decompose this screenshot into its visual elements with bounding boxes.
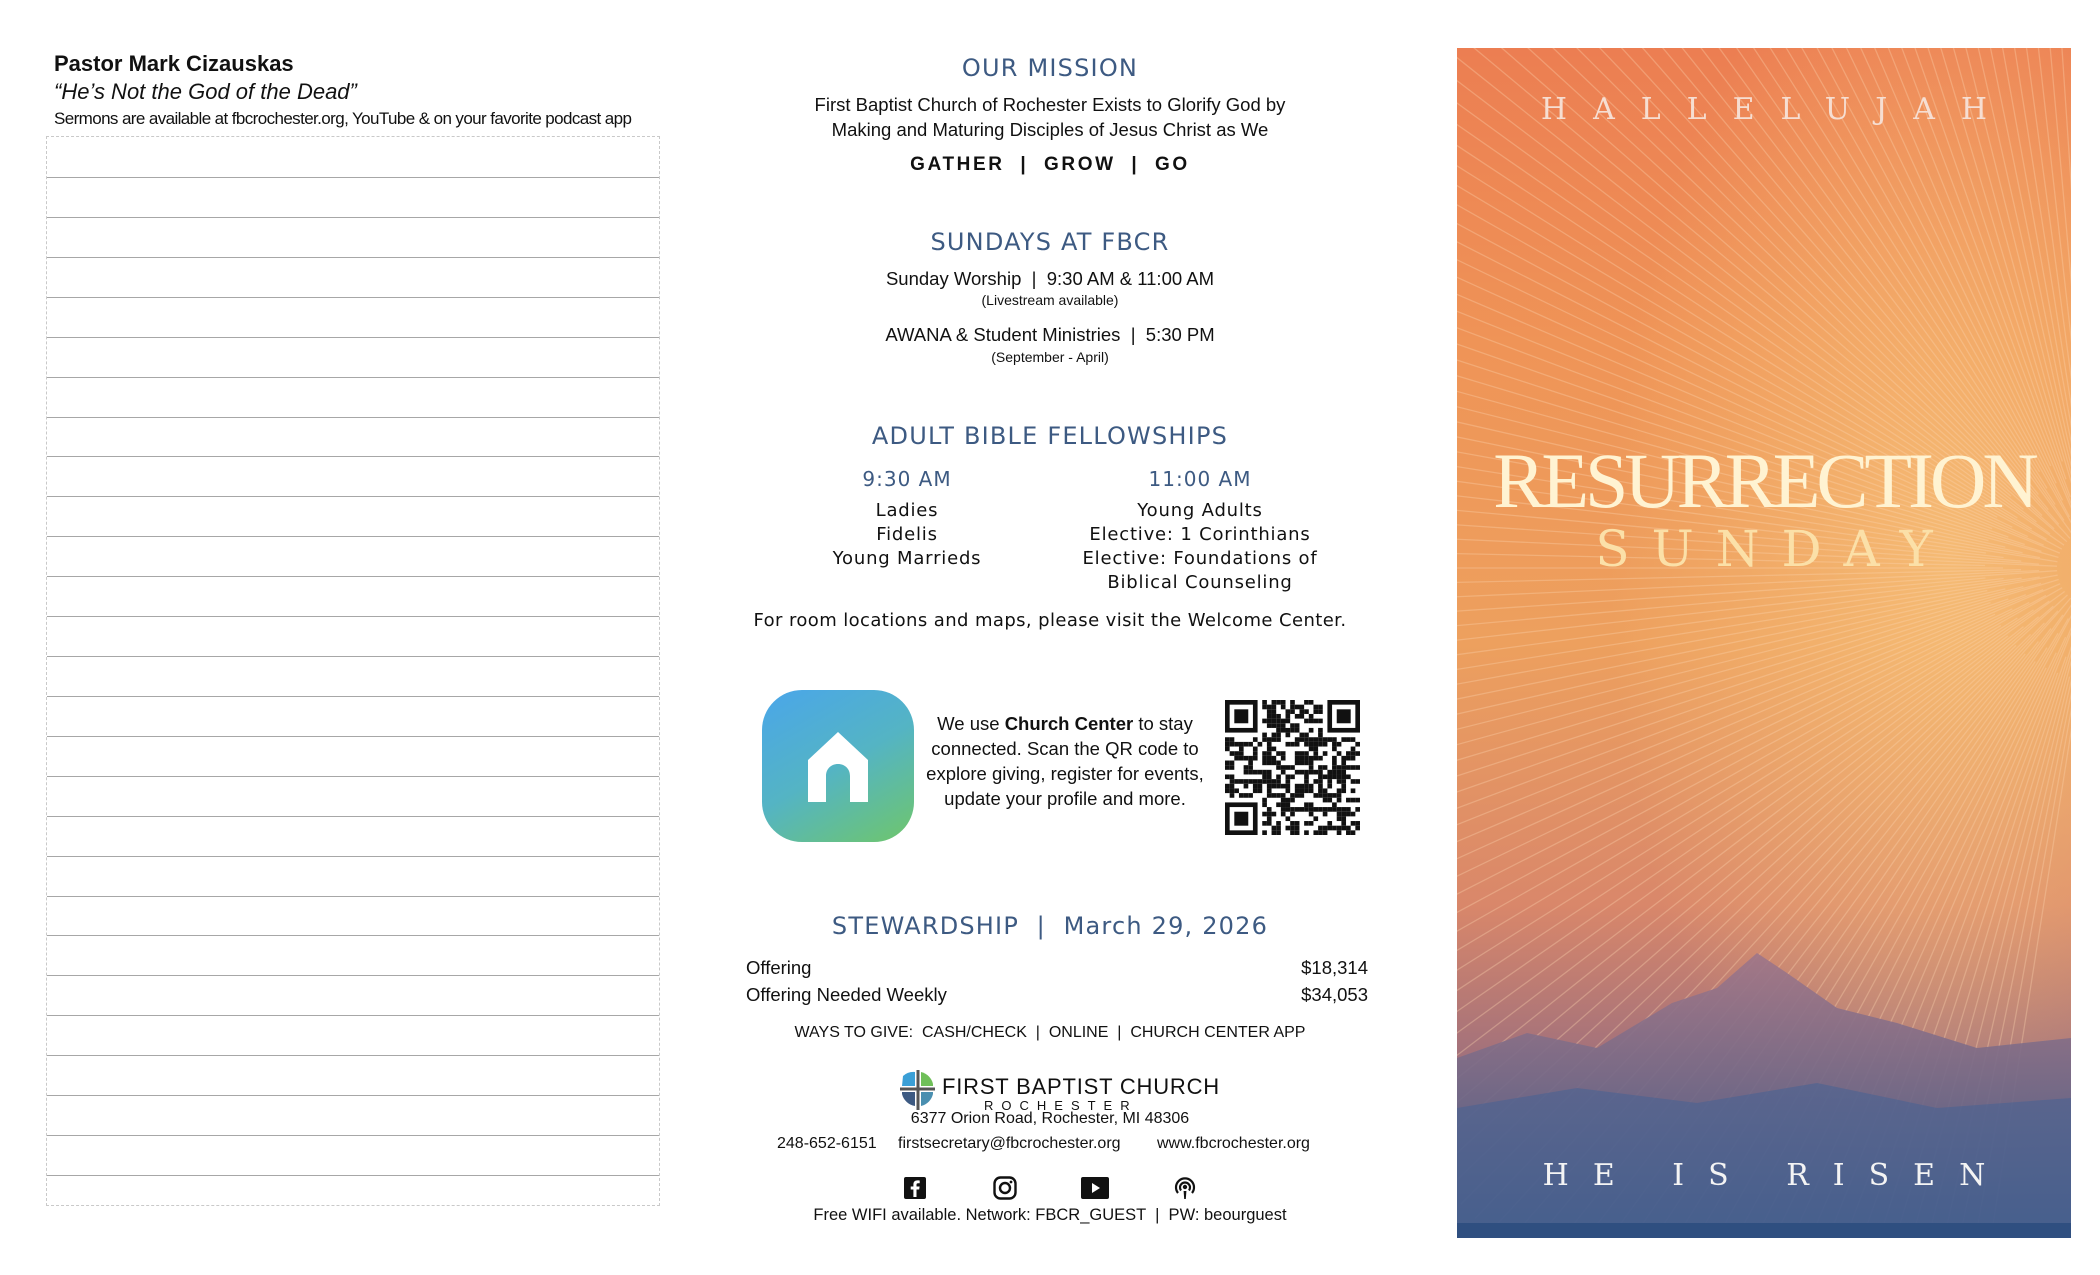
abf-list-930 <box>757 499 1057 571</box>
info-panel <box>720 0 1380 1275</box>
sundays-heading: SUNDAYS AT FBCR <box>930 228 1170 256</box>
wifi-info: Free WIFI available. Network: FBCR_GUEST | PW: beourguest <box>813 1206 1287 1224</box>
church-center-text <box>915 711 1215 811</box>
church-address: 6377 Orion Road, Rochester, MI 48306 <box>910 1110 1190 1127</box>
mission-line-2: Making and Maturing Disciples of Jesus Christ as We <box>831 119 1269 140</box>
ways-to-give: WAYS TO GIVE: CASH/CHECK | ONLINE | CHURCH CENTER APP <box>794 1024 1306 1041</box>
cover-title: RESURRECTION <box>1493 437 2035 524</box>
awana-season-note: (September - April) <box>991 349 1109 365</box>
note-line <box>47 856 659 857</box>
livestream-note: (Livestream available) <box>981 292 1119 308</box>
cover-subtitle: SUNDAY <box>1595 520 1955 578</box>
facebook-icon[interactable] <box>902 1175 928 1201</box>
cover-background <box>1457 48 2071 1238</box>
mission-heading: OUR MISSION <box>961 54 1139 82</box>
note-line <box>47 337 659 338</box>
cover-hallelujah: HALLELUJAH <box>1540 92 2014 127</box>
note-line <box>47 217 659 218</box>
abf-class: Fidelis <box>876 524 938 545</box>
home-icon <box>762 690 914 842</box>
note-line <box>47 1015 659 1016</box>
abf-class: Young Marrieds <box>832 548 982 569</box>
room-locations-note: For room locations and maps, please visit the Welcome Center. <box>753 610 1347 631</box>
awana-time: AWANA & Student Ministries | 5:30 PM <box>885 324 1215 345</box>
note-line <box>47 177 659 178</box>
offering-needed-label: Offering Needed Weekly <box>746 984 947 1005</box>
sermon-notes-panel <box>54 50 684 132</box>
abf-class: Ladies <box>875 500 939 521</box>
note-line <box>47 656 659 657</box>
youtube-icon[interactable] <box>1080 1175 1110 1201</box>
note-line <box>47 616 659 617</box>
instagram-icon[interactable] <box>992 1175 1018 1201</box>
abf-heading: ADULT BIBLE FELLOWSHIPS <box>871 422 1229 450</box>
abf-list-1100 <box>1050 499 1350 595</box>
sermon-title: “He’s Not the God of the Dead” <box>54 79 357 104</box>
offering-label: Offering <box>746 957 812 978</box>
cover-he-is-risen: HE IS RISEN <box>1542 1158 2010 1193</box>
pastor-name: Pastor Mark Cizauskas <box>54 51 294 76</box>
note-line <box>47 1095 659 1096</box>
abf-column-1100 <box>1050 467 1350 595</box>
notes-lined-area <box>46 136 660 1206</box>
note-line <box>47 536 659 537</box>
note-line <box>47 935 659 936</box>
note-line <box>47 776 659 777</box>
mission-pillars: GATHER | GROW | GO <box>910 154 1190 175</box>
church-center-qr-code[interactable] <box>1225 700 1360 835</box>
church-logo <box>900 1070 1220 1114</box>
abf-column-930 <box>757 467 1057 571</box>
church-email[interactable]: firstsecretary@fbcrochester.org <box>898 1135 1121 1152</box>
abf-time-930: 9:30 AM <box>862 467 952 491</box>
church-center-text-prefix: We use <box>937 713 1005 734</box>
note-line <box>47 736 659 737</box>
note-line <box>47 975 659 976</box>
note-line <box>47 1135 659 1136</box>
church-center-text-suffix: to stay connected. Scan the QR code to explore giving, register for events, update your profile and more. <box>926 713 1204 809</box>
church-phone[interactable]: 248-652-6151 <box>777 1135 877 1152</box>
sunday-worship-time: Sunday Worship | 9:30 AM & 11:00 AM <box>885 268 1215 289</box>
abf-time-1100: 11:00 AM <box>1148 467 1252 491</box>
note-line <box>47 496 659 497</box>
cross-logo-icon <box>900 1070 936 1110</box>
church-city: ROCHESTER <box>984 1098 1138 1113</box>
cover-artwork <box>1457 48 2071 1238</box>
abf-class: Biblical Counseling <box>1107 572 1293 593</box>
podcast-icon[interactable] <box>1172 1175 1198 1201</box>
abf-class: Young Adults <box>1137 500 1263 521</box>
note-line <box>47 257 659 258</box>
offering-value: $18,314 <box>1301 957 1368 978</box>
stewardship-heading: STEWARDSHIP | March 29, 2026 <box>831 912 1269 940</box>
note-line <box>47 816 659 817</box>
note-line <box>47 1055 659 1056</box>
offering-needed-value: $34,053 <box>1301 984 1368 1005</box>
note-line <box>47 456 659 457</box>
church-center-name: Church Center <box>1004 713 1134 734</box>
note-line <box>47 1175 659 1176</box>
note-line <box>47 417 659 418</box>
sermon-availability: Sermons are available at fbcrochester.org, YouTube & on your favorite podcast app <box>54 109 632 128</box>
abf-class: Elective: Foundations of <box>1082 548 1318 569</box>
note-line <box>47 896 659 897</box>
note-line <box>47 696 659 697</box>
church-center-app-icon <box>762 690 914 842</box>
mission-line-1: First Baptist Church of Rochester Exists to Glorify God by <box>814 94 1286 115</box>
contact-row <box>720 1135 1380 1157</box>
note-line <box>47 377 659 378</box>
church-website[interactable]: www.fbcrochester.org <box>1157 1135 1310 1152</box>
note-line <box>47 297 659 298</box>
church-name: FIRST BAPTIST CHURCH <box>942 1074 1220 1099</box>
abf-class: Elective: 1 Corinthians <box>1089 524 1311 545</box>
note-line <box>47 576 659 577</box>
